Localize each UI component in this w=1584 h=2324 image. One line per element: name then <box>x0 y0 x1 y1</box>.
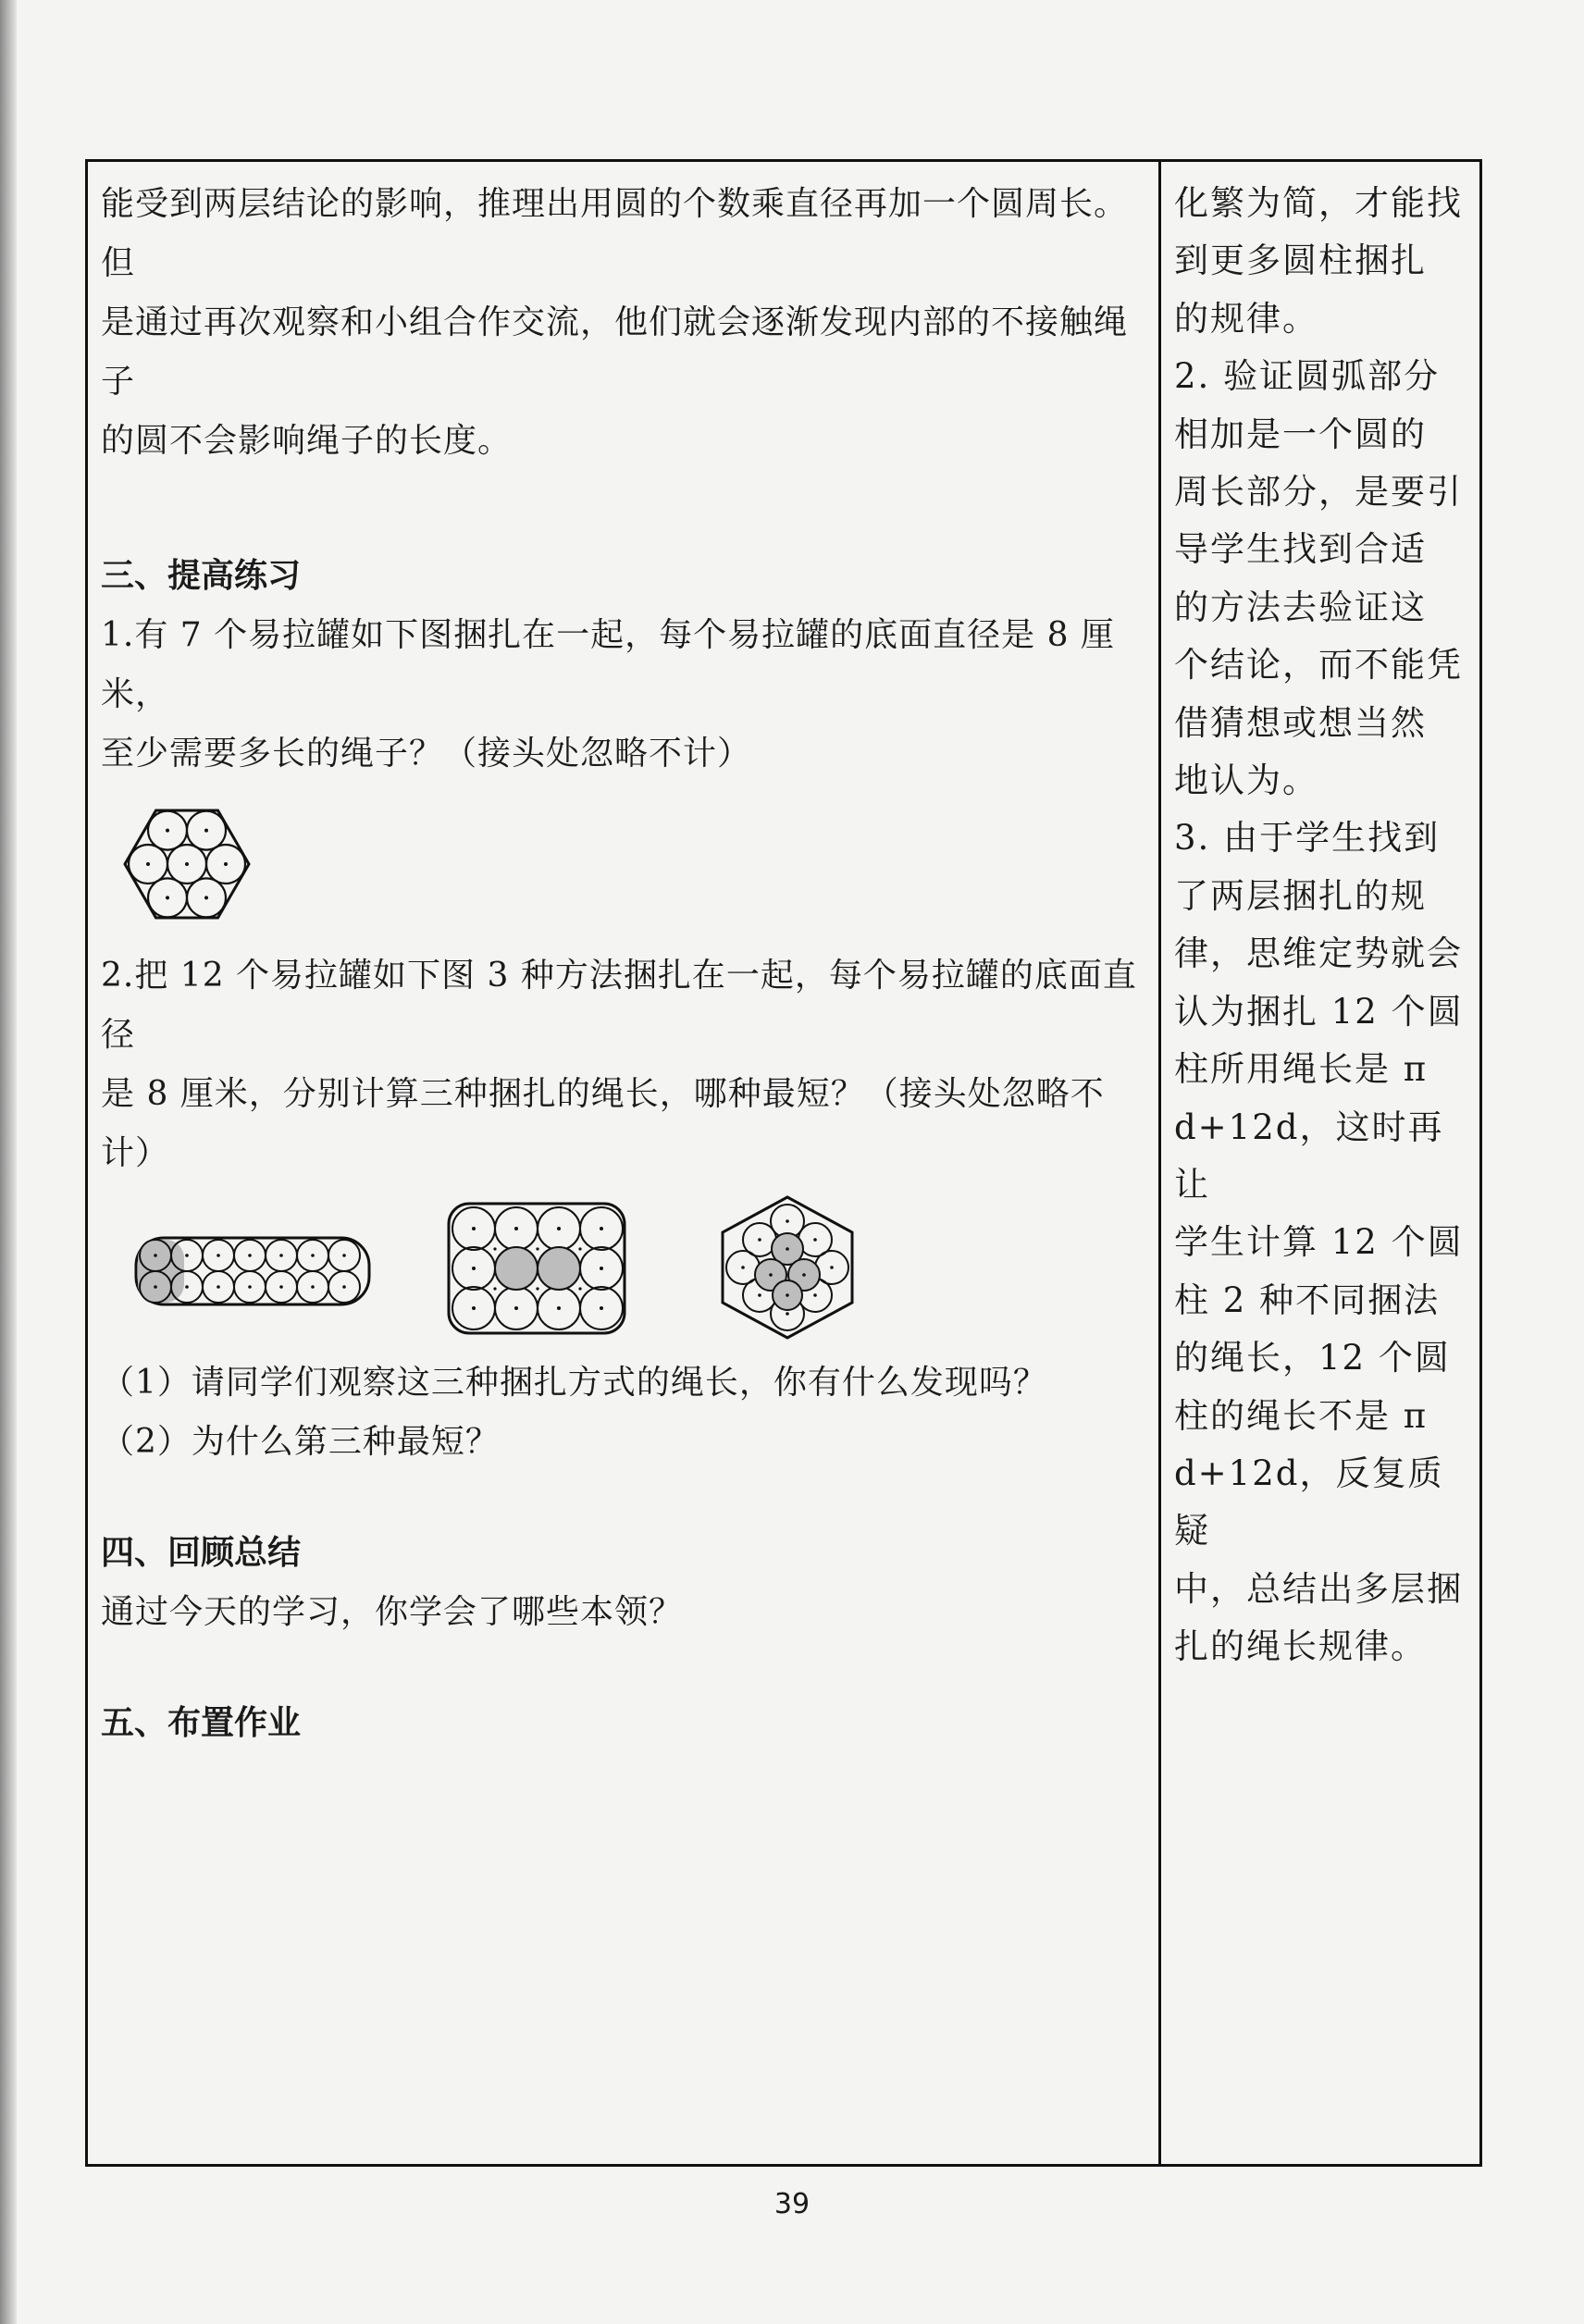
side-line: 扎的绳长规律。 <box>1174 1626 1427 1667</box>
section-5-heading: 五、布置作业 <box>101 1704 302 1742</box>
sub-question-2: （2）为什么第三种最短？ <box>101 1423 500 1461</box>
side-line: 导学生找到合适 <box>1174 529 1427 570</box>
section-3-heading: 三、提高练习 <box>101 557 302 595</box>
side-line: 2. 验证圆弧部分 <box>1174 356 1441 397</box>
side-line: d+12d，这时再让 <box>1174 1106 1444 1205</box>
side-line: 地认为。 <box>1174 760 1318 801</box>
side-line: 了两层捆扎的规 <box>1174 875 1427 916</box>
section-4-text: 通过今天的学习，你学会了哪些本领？ <box>101 1593 684 1631</box>
side-line: d+12d，反复质疑 <box>1174 1452 1444 1551</box>
section-4-heading: 四、回顾总结 <box>101 1534 302 1572</box>
side-line: 化繁为简，才能找 <box>1174 183 1463 223</box>
side-line: 柱的绳长不是 π <box>1174 1395 1429 1436</box>
intro-line-3: 的圆不会影响绳子的长度。 <box>101 422 513 460</box>
page-number: 39 <box>773 2188 811 2220</box>
question-1-line-2: 至少需要多长的绳子？（接头处忽略不计） <box>101 735 752 773</box>
side-line: 借猜想或想当然 <box>1174 702 1427 743</box>
side-line: 中，总结出多层捆 <box>1174 1568 1463 1609</box>
side-line: 的绳长，12 个圆 <box>1174 1338 1451 1378</box>
question-1-line-1: 1.有 7 个易拉罐如下图捆扎在一起，每个易拉罐的底面直径是 8 厘米， <box>101 616 1115 713</box>
intro-line-2: 是通过再次观察和小组合作交流，他们就会逐渐发现内部的不接触绳子 <box>101 303 1129 401</box>
side-line: 到更多圆柱捆扎 <box>1174 241 1427 281</box>
side-line: 柱所用绳长是 π <box>1174 1049 1429 1090</box>
side-line: 的规律。 <box>1174 298 1318 339</box>
side-line: 相加是一个圆的 <box>1174 414 1427 454</box>
bundle-hexagon-12-cans <box>713 1193 861 1341</box>
side-line: 个结论，而不能凭 <box>1174 645 1463 686</box>
side-line: 周长部分，是要引 <box>1174 472 1463 513</box>
page-binding-shadow <box>0 0 17 2324</box>
hexagon-bundle-7-cans <box>118 795 256 933</box>
side-line: 柱 2 种不同捆法 <box>1174 1279 1441 1320</box>
question-2-line-1: 2.把 12 个易拉罐如下图 3 种方法捆扎在一起，每个易拉罐的底面直径 <box>101 957 1137 1054</box>
bundle-3x4-cans <box>445 1198 630 1337</box>
figure-twelve-cans-three-ways <box>132 1198 1147 1337</box>
lesson-plan-table <box>85 159 1482 2167</box>
side-notes-column <box>1161 162 1479 2164</box>
main-column <box>88 162 1161 2164</box>
bundle-2x6-cans <box>132 1225 373 1317</box>
side-line: 的方法去验证这 <box>1174 587 1427 627</box>
question-2-line-2: 是 8 厘米，分别计算三种捆扎的绳长，哪种最短？（接头处忽略不计） <box>101 1075 1105 1172</box>
intro-line-1: 能受到两层结论的影响，推理出用圆的个数乘直径再加一个圆周长。但 <box>101 185 1129 282</box>
side-line: 认为捆扎 12 个圆 <box>1174 991 1464 1032</box>
figure-seven-cans <box>118 795 1147 933</box>
side-line: 3. 由于学生找到 <box>1174 818 1441 859</box>
side-line: 学生计算 12 个圆 <box>1174 1222 1464 1263</box>
side-line: 律，思维定势就会 <box>1174 933 1463 974</box>
sub-question-1: （1）请同学们观察这三种捆扎方式的绳长，你有什么发现吗？ <box>101 1364 1047 1402</box>
